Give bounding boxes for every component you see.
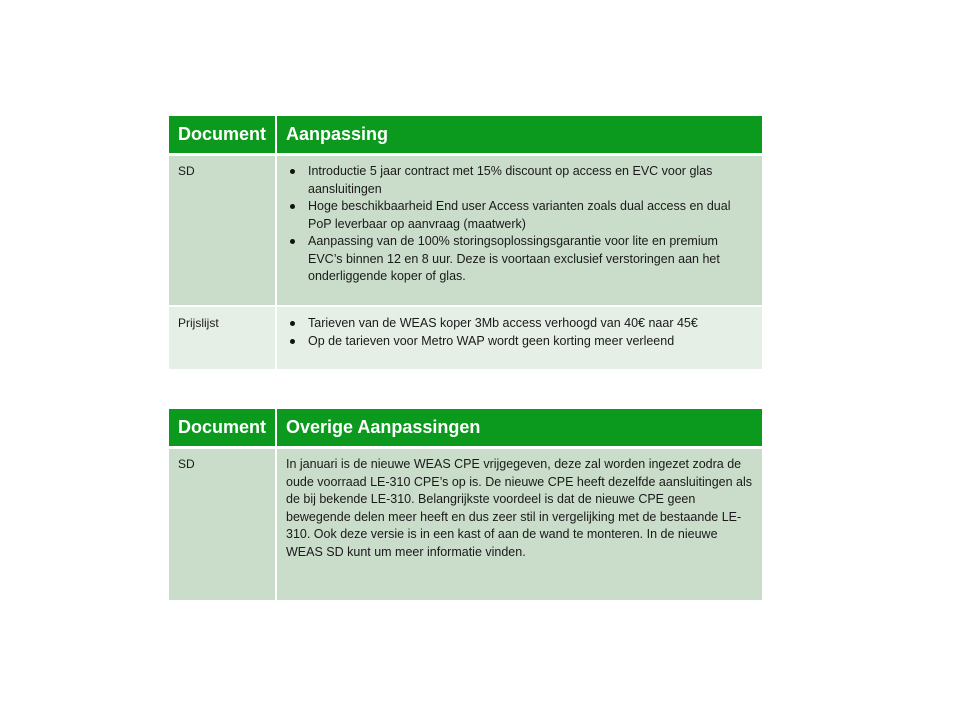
- changes-table: [169, 116, 762, 371]
- row-content: [277, 156, 762, 307]
- header-document: Document: [169, 116, 277, 156]
- row-label: SD: [169, 156, 277, 307]
- table-header-row: [169, 116, 762, 156]
- table-header-row: [169, 409, 762, 449]
- list-item: Op de tarieven voor Metro WAP wordt geen korting meer verleend: [308, 333, 753, 351]
- table-row: [169, 307, 762, 371]
- table-row: [169, 449, 762, 602]
- row-label: Prijslijst: [169, 307, 277, 371]
- list-item: Aanpassing van de 100% storingsoplossingsgarantie voor lite en premium EVC’s binnen 12 en 8 uur. Deze is voortaan exclusief verstoringen aan het onderliggende koper of glas.: [308, 233, 753, 286]
- table-row: [169, 156, 762, 307]
- header-document: Document: [169, 409, 277, 449]
- header-aanpassing: Aanpassing: [277, 116, 762, 156]
- list-item: Hoge beschikbaarheid End user Access varianten zoals dual access en dual PoP leverbaar op aanvraag (maatwerk): [308, 198, 753, 233]
- list-item: Tarieven van de WEAS koper 3Mb access verhoogd van 40€ naar 45€: [308, 315, 753, 333]
- header-overige-aanpassingen: Overige Aanpassingen: [277, 409, 762, 449]
- row-content: In januari is de nieuwe WEAS CPE vrijgegeven, deze zal worden ingezet zodra de oude voorraad LE-310 CPE’s op is. De nieuwe CPE heeft dezelfde aansluitingen als de bij bekende LE-310. Belangrijkste voordeel is dat de nieuwe CPE geen bewegende delen meer heeft en dus zeer stil in vergelijking met de bestaande LE-310. Ook deze versie is in een kast of aan de wand te monteren. In de nieuwe WEAS SD kunt um meer informatie vinden.: [277, 449, 762, 602]
- bullet-list: [286, 163, 753, 286]
- other-changes-table: [169, 409, 762, 602]
- row-label: SD: [169, 449, 277, 602]
- list-item: Introductie 5 jaar contract met 15% discount op access en EVC voor glas aansluitingen: [308, 163, 753, 198]
- row-content: [277, 307, 762, 371]
- bullet-list: [286, 315, 753, 350]
